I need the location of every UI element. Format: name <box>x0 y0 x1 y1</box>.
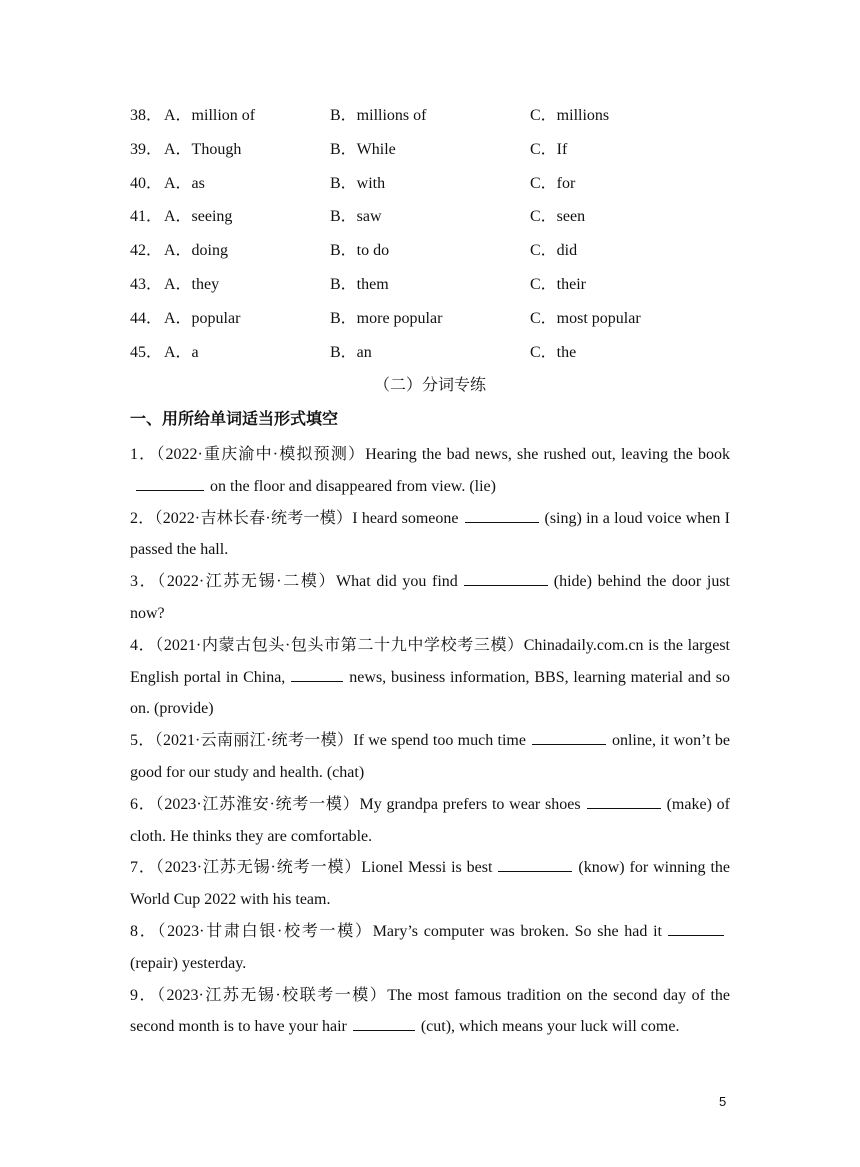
option-a: A．doing <box>164 242 229 260</box>
question-text-after-blank: (sing) in a loud voice when I passed the hall. <box>130 509 730 559</box>
question-item <box>130 503 730 567</box>
question-item <box>130 980 730 1044</box>
option-c: C．their <box>530 275 586 293</box>
question-item <box>130 725 730 789</box>
section-title: （二）分词专练 <box>373 377 486 394</box>
question-text-before-blank: 8．（2023·甘肃白银·校考一模）Mary’s computer was broken. So she had it <box>130 922 662 940</box>
question-text-after-blank: (hide) behind the door just now? <box>130 573 730 622</box>
answer-blank[interactable] <box>353 1014 415 1031</box>
question-text-before-blank: 1．（2022·重庆渝中·模拟预测）Hearing the bad news, she rushed out, leaving the book <box>130 446 730 463</box>
option-c: C．for <box>530 174 576 192</box>
question-number: 45． <box>130 343 163 361</box>
question-text-before-blank: 2．（2022·吉林长春·统考一模）I heard someone <box>130 509 459 527</box>
question-item <box>130 630 730 725</box>
question-text-before-blank: 3．（2022·江苏无锡·二模）What did you find <box>130 573 458 591</box>
question-text-before-blank: 4．（2021·内蒙古包头·包头市第二十九中学校考三模）Chinadaily.com.cn is the largest English portal in China, <box>130 636 730 686</box>
question-text-after-blank: (repair) yesterday. <box>130 954 247 972</box>
question-number: 41． <box>130 208 163 226</box>
option-b: B．While <box>330 140 396 158</box>
question-number: 44． <box>130 309 163 327</box>
answer-blank[interactable] <box>465 506 539 523</box>
option-a: A．million of <box>164 107 256 124</box>
option-b: B．an <box>330 343 372 361</box>
answer-blank[interactable] <box>532 728 606 745</box>
answer-blank[interactable] <box>587 792 661 809</box>
answer-blank[interactable] <box>464 569 548 586</box>
question-text-after-blank: (know) for winning the World Cup 2022 with his team. <box>130 859 730 909</box>
question-number: 39． <box>130 140 163 158</box>
option-b: B．millions of <box>330 107 427 124</box>
option-a: A．a <box>164 343 199 361</box>
question-text-after-blank: (make) of cloth. He thinks they are comfortable. <box>130 795 730 845</box>
option-a: A．Though <box>164 140 242 158</box>
option-b: B．them <box>330 275 389 293</box>
question-text-before-blank: 6．（2023·江苏淮安·统考一模）My grandpa prefers to wear shoes <box>130 795 581 813</box>
option-a: A．seeing <box>164 208 233 226</box>
question-item <box>130 916 730 980</box>
page-number: 5 <box>719 1094 727 1109</box>
question-text-after-blank: (cut), which means your luck will come. <box>420 1018 680 1036</box>
question-number: 42． <box>130 242 163 260</box>
option-c: C．millions <box>530 107 610 124</box>
option-b: B．with <box>330 174 386 192</box>
part-heading: 一、用所给单词适当形式填空 <box>130 409 339 428</box>
question-item <box>130 566 730 630</box>
option-b: B．saw <box>330 208 382 226</box>
question-number: 38． <box>130 107 163 124</box>
option-c: C．If <box>530 140 568 158</box>
answer-blank[interactable] <box>668 919 724 936</box>
question-item <box>130 852 730 916</box>
question-text-after-blank: online, it won’t be good for our study and health. (chat) <box>130 732 730 781</box>
question-item <box>130 439 730 503</box>
answer-blank[interactable] <box>136 474 204 491</box>
question-text-after-blank: on the floor and disappeared from view. (lie) <box>210 477 496 495</box>
question-list <box>130 439 730 1043</box>
option-a: A．they <box>164 275 220 293</box>
question-text-before-blank: 9．（2023·江苏无锡·校联考一模）The most famous tradition on the second day of the second month is to have your hair <box>130 986 730 1036</box>
option-c: C．the <box>530 343 577 361</box>
option-c: C．seen <box>530 208 586 226</box>
question-item <box>130 789 730 853</box>
question-text-before-blank: 7．（2023·江苏无锡·统考一模）Lionel Messi is best <box>130 859 493 877</box>
answer-blank[interactable] <box>498 855 572 872</box>
option-c: C．most popular <box>530 309 641 327</box>
option-a: A．as <box>164 174 205 192</box>
answer-blank[interactable] <box>291 665 343 682</box>
question-text-before-blank: 5．（2021·云南丽江·统考一模）If we spend too much time <box>130 732 526 750</box>
question-text-after-blank: news, business information, BBS, learning material and so on. (provide) <box>130 668 730 718</box>
option-b: B．more popular <box>330 309 443 327</box>
question-number: 40． <box>130 174 163 192</box>
option-a: A．popular <box>164 309 241 327</box>
option-b: B．to do <box>330 242 390 260</box>
option-c: C．did <box>530 242 578 260</box>
question-number: 43． <box>130 275 163 293</box>
